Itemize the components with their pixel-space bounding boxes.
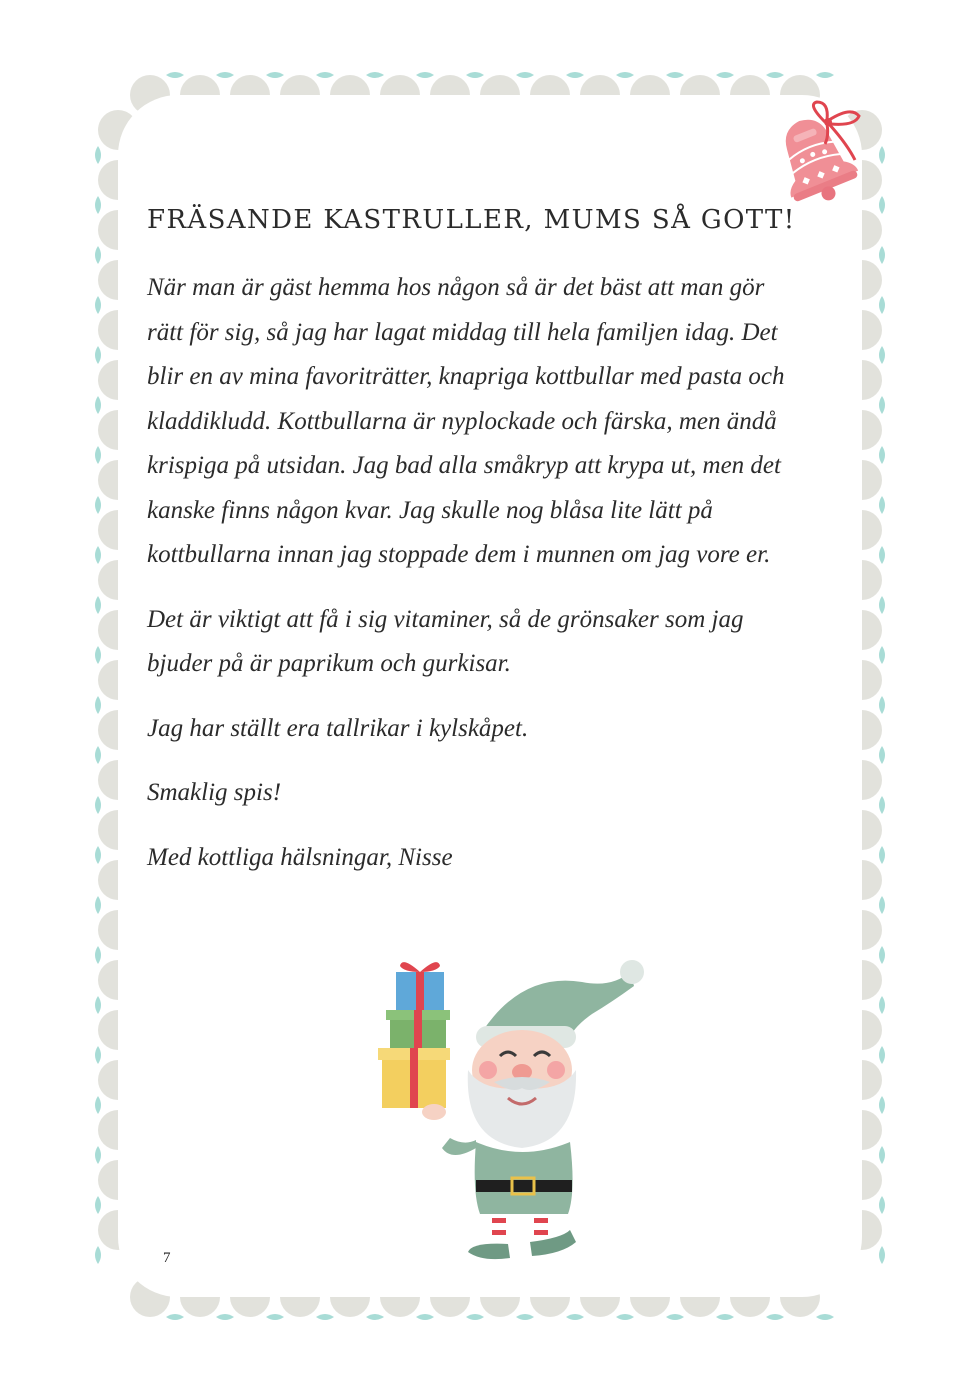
christmas-bell-icon [755, 100, 875, 210]
paragraph-line: Smaklig spis! [147, 779, 282, 806]
paragraph-line: bjuder på är paprikum och gurkisar. [147, 650, 511, 677]
paragraph-line: kladdikludd. Kottbullarna är nyplockade och färska, men ändå [147, 407, 777, 435]
paragraph-2 [147, 598, 847, 687]
paragraph-line: Det är viktigt att få i sig vitaminer, så de grönsaker som jag [147, 605, 744, 633]
paragraph-line: kanske finns någon kvar. Jag skulle nog blåsa lite lätt på [147, 496, 713, 524]
paragraph-1 [147, 266, 847, 578]
paragraph-3 [147, 707, 847, 752]
paragraph-line: När man är gäst hemma hos någon så är det bäst att man gör [147, 274, 765, 301]
paragraph-line: blir en av mina favoriträtter, knapriga kottbullar med pasta och [147, 363, 785, 390]
letter-body [147, 200, 847, 900]
signature [147, 836, 847, 881]
paragraph-4 [147, 771, 847, 816]
page-number: 7 [163, 1250, 171, 1266]
paragraph-line: kottbullarna innan jag stoppade dem i munnen om jag vore er. [147, 541, 771, 568]
signature-line: Med kottliga hälsningar, Nisse [147, 843, 453, 871]
paragraph-line: Jag har ställt era tallrikar i kylskåpet. [147, 714, 529, 742]
elf-carrying-gifts-icon [372, 952, 652, 1272]
paragraph-line: rätt för sig, så jag har lagat middag till hela familjen idag. Det [147, 318, 778, 346]
letter-title: FRÄSANDE KASTRULLER, MUMS SÅ GOTT! [147, 205, 796, 235]
paragraph-line: krispiga på utsidan. Jag bad alla småkryp att krypa ut, men det [147, 452, 781, 479]
